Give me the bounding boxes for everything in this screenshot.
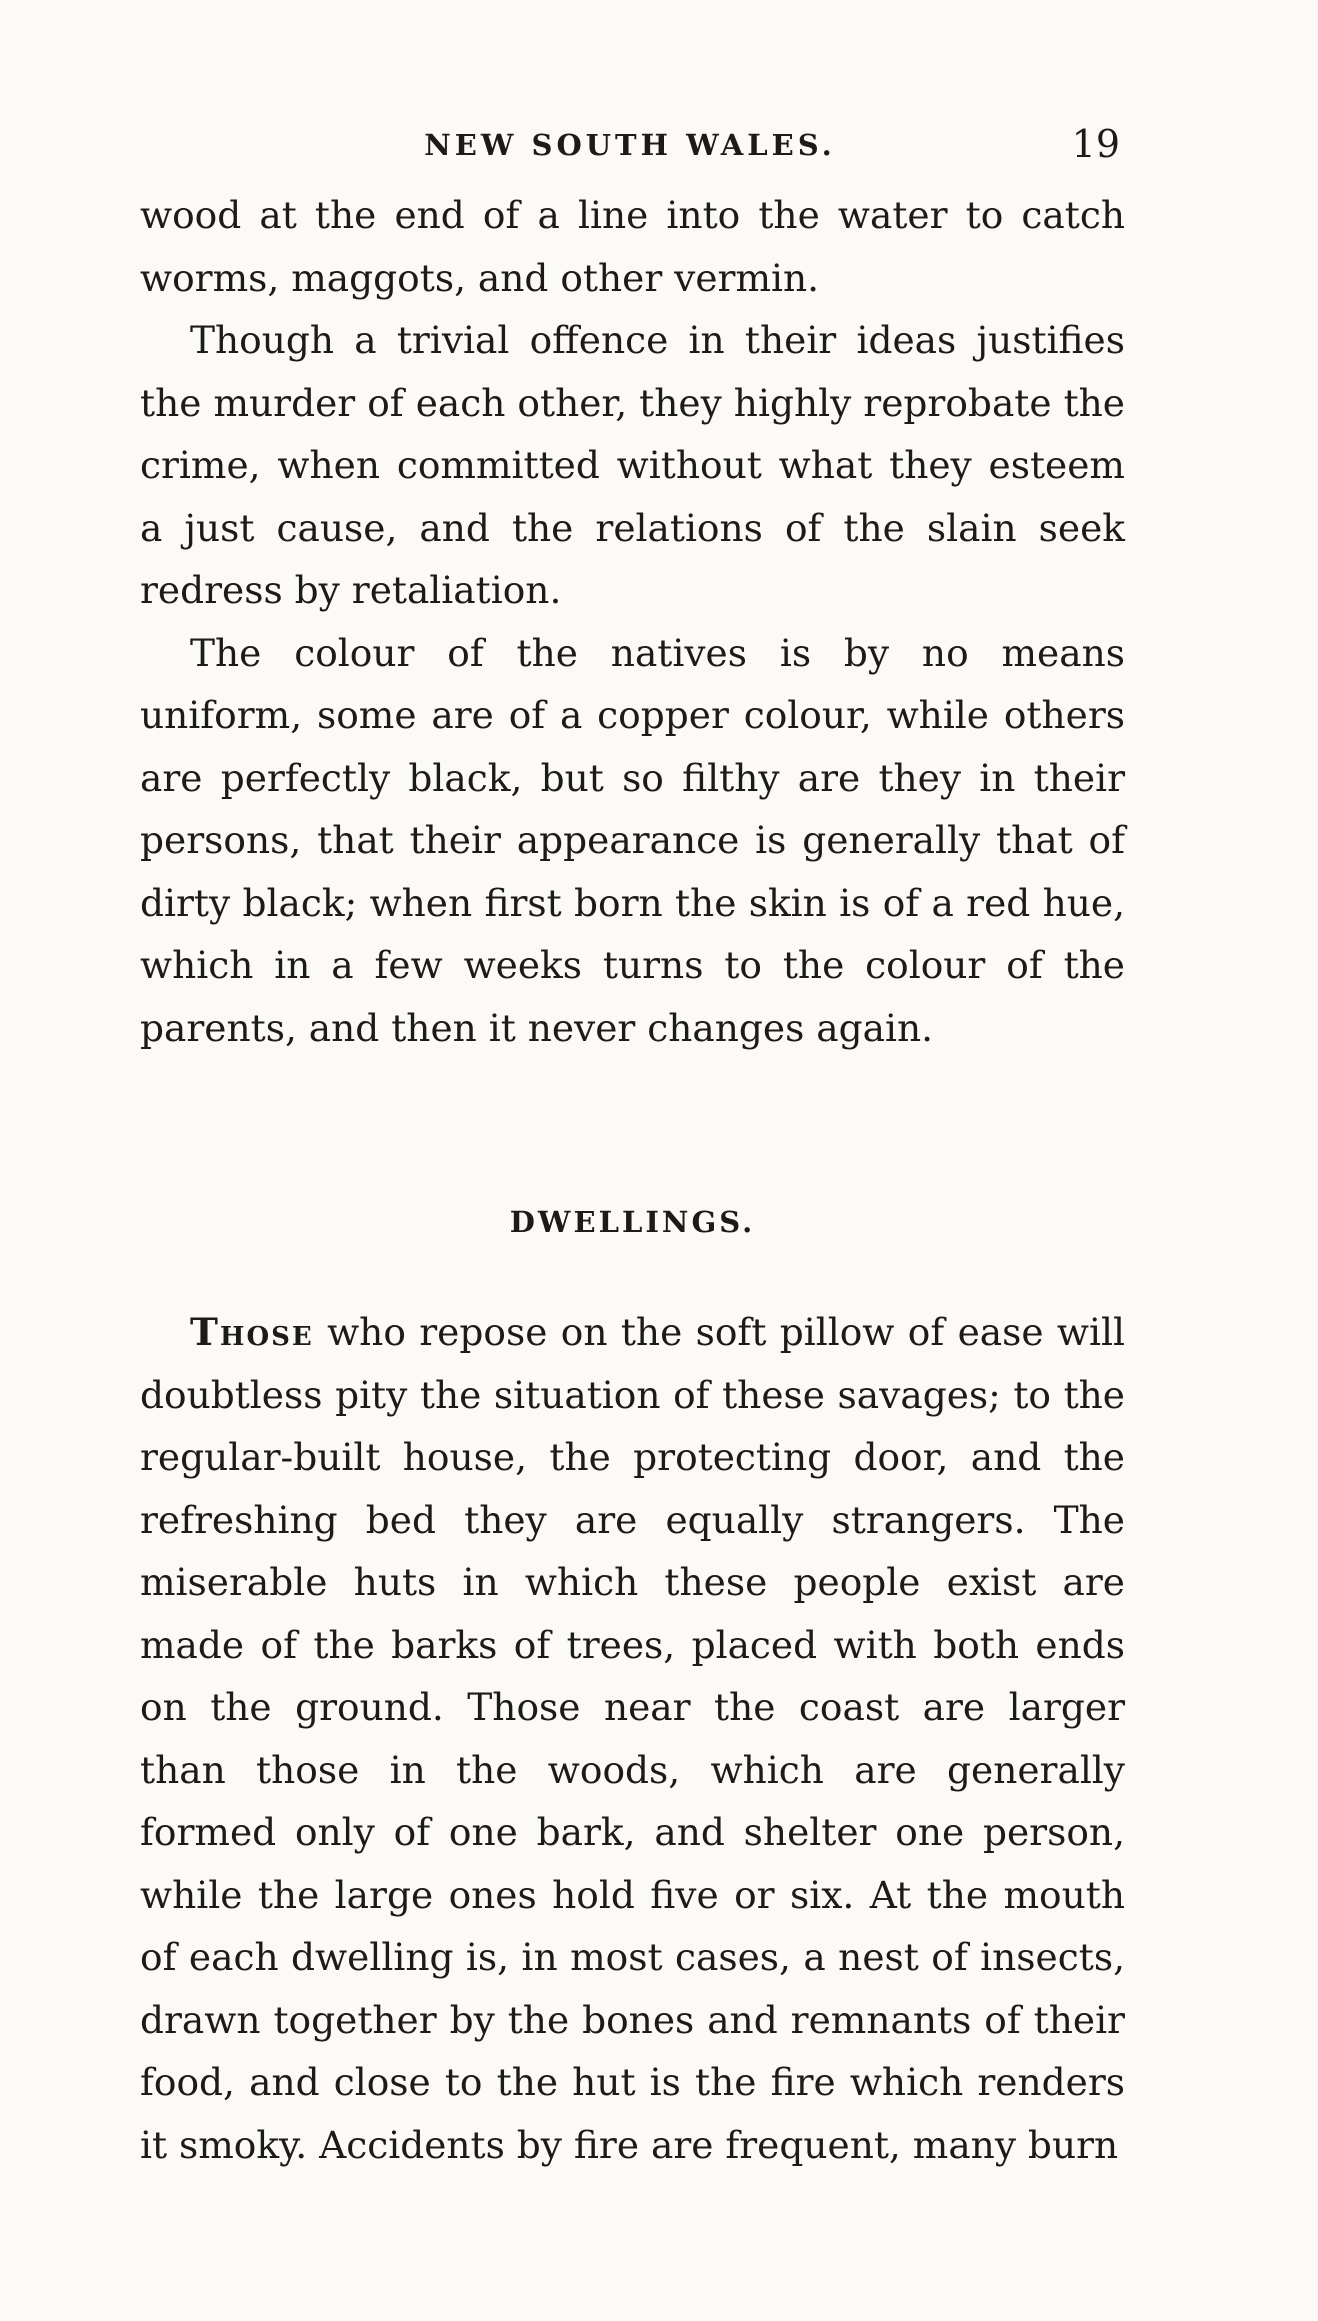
lead-word: Those bbox=[190, 1310, 314, 1354]
paragraph-continuation: wood at the end of a line into the water to catch worms, maggots, and other vermin. bbox=[140, 193, 1125, 300]
running-title: NEW SOUTH WALES. bbox=[424, 128, 836, 162]
paragraph-dwellings bbox=[140, 1301, 1125, 2176]
paragraph-dwellings-text: who repose on the soft pillow of ease will doubtless pity the situation of these savages; to the regular-built house, the protecting door, and the refreshing bed they are equally strangers. The miserable huts in which these people exist are made of the barks of trees, placed with both ends on the ground. Those near the coast are larger than those in the woods, which are generally formed only of one bark, and shelter one person, while the large ones hold five or six. At the mouth of each dwelling is, in most cases, a nest of insects, drawn together by the bones and remnants of their food, and close to the hut is the fire which renders it smoky. Accidents by fire are frequent, many burn bbox=[140, 1310, 1125, 2167]
page-number: 19 bbox=[1071, 122, 1120, 166]
paragraph-colour: The colour of the natives is by no means uniform, some are of a copper colour, while others are perfectly black, but so filthy are they in their persons, that their appearance is generally that of dirty black; when first born the skin is of a red hue, which in a few weeks turns to the colour of the parents, and then it never changes again. bbox=[140, 630, 1125, 1050]
dwellings-text-block bbox=[140, 1301, 1125, 2176]
top-text-block bbox=[140, 184, 1125, 1059]
running-head bbox=[140, 122, 1120, 172]
paragraph-offence: Though a trivial offence in their ideas justifies the murder of each other, they highly reprobate the crime, when committed without what they esteem a just cause, and the relations of the slain seek redress by retaliation. bbox=[140, 318, 1125, 612]
section-heading: DWELLINGS. bbox=[509, 1205, 756, 1239]
